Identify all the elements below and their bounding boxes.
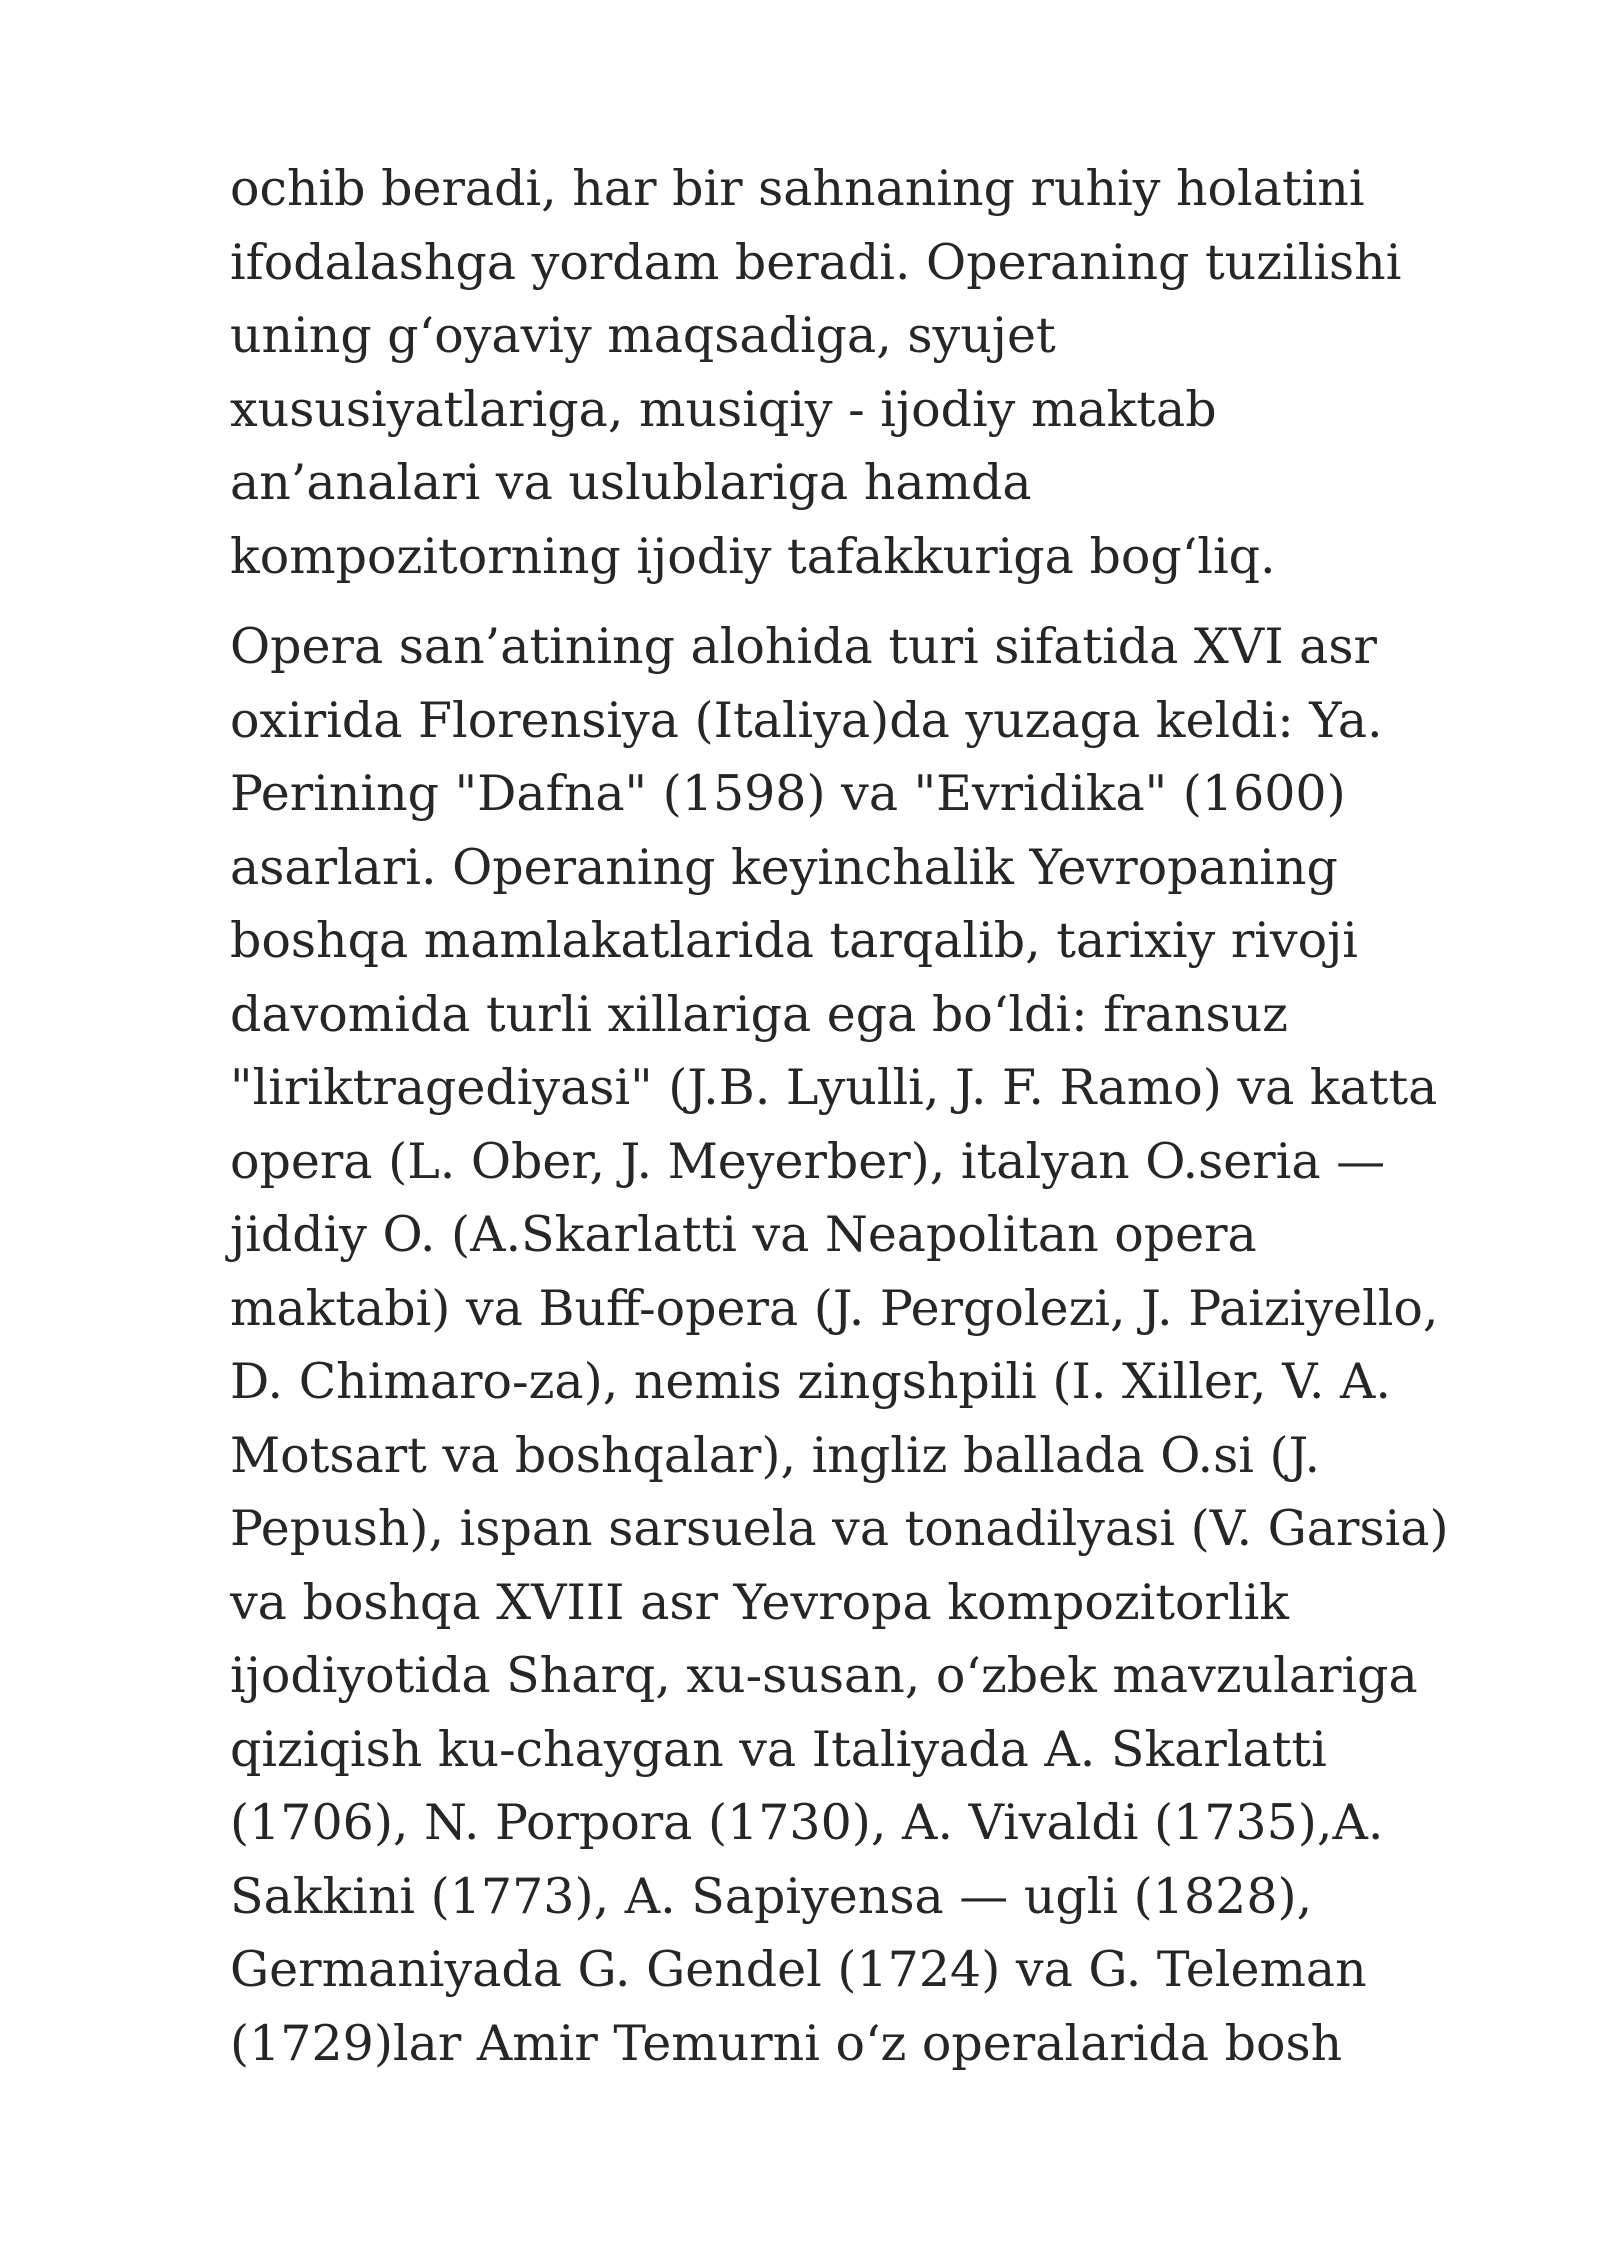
paragraph-line: xususiyatlariga, musiqiy - ijodiy maktab (230, 380, 1217, 438)
paragraph-line: ifodalashga yordam beradi. Operaning tuzilishi (230, 233, 1402, 291)
paragraph-line: boshqa mamlakatlarida tarqalib, tarixiy rivoji (230, 912, 1358, 969)
paragraph-line: Sakkini (1773), A. Sapiyensa — ugli (1828), (230, 1867, 1313, 1925)
paragraph-line: jiddiy O. (A.Skarlatti va Neapolitan opera (230, 1206, 1257, 1263)
paragraph-line: (1729)lar Amir Temurni o‘z operalarida bosh (230, 2014, 1343, 2072)
paragraph-2 (230, 610, 1530, 2080)
paragraph-line: ijodiyotida Sharq, xu-susan, o‘zbek mavzulariga (230, 1647, 1418, 1704)
paragraph-line: Germaniyada G. Gendel (1724) va G. Teleman (230, 1941, 1367, 1998)
paragraph-line: uning g‘oyaviy maqsadiga, syujet (230, 307, 1056, 364)
paragraph-line: Pepush), ispan sarsuela va tonadilyasi (V. Garsia) (230, 1500, 1449, 1557)
paragraph-line: asarlari. Operaning keyinchalik Yevropaning (230, 838, 1338, 896)
paragraph-line: ochib beradi, har bir sahnaning ruhiy holatini (230, 160, 1365, 217)
paragraph-line: opera (L. Ober, J. Meyerber), italyan O.seria — (230, 1132, 1386, 1190)
paragraph-line: davomida turli xillariga ega bo‘ldi: fransuz (230, 985, 1288, 1043)
paragraph-line: "liriktragediyasi" (J.B. Lyulli, J. F. Ramo) va katta (230, 1059, 1438, 1116)
paragraph-1 (230, 152, 1530, 593)
paragraph-line: (1706), N. Porpora (1730), A. Vivaldi (1735),A. (230, 1794, 1384, 1851)
paragraph-line: Perining "Dafna" (1598) va "Evridika" (1600) (230, 765, 1346, 822)
paragraph-line: D. Chimaro-za), nemis zingshpili (I. Xiller, V. A. (230, 1353, 1391, 1410)
paragraph-line: Opera san’atining alohida turi sifatida XVI asr (230, 618, 1377, 675)
paragraph-line: qiziqish ku-chaygan va Italiyada A. Skarlatti (230, 1720, 1327, 1778)
paragraph-line: va boshqa XVIII asr Yevropa kompozitorlik (230, 1573, 1289, 1631)
paragraph-line: an’analari va uslublariga hamda (230, 454, 1032, 511)
paragraph-line: Motsart va boshqalar), ingliz ballada O.si (J. (230, 1426, 1321, 1484)
paragraph-line: oxirida Florensiya (Italiya)da yuzaga keldi: Ya. (230, 691, 1383, 749)
paragraph-line: maktabi) va Buff-opera (J. Pergolezi, J. Paiziyello, (230, 1279, 1439, 1337)
paragraph-line: kompozitorning ijodiy tafakkuriga bog‘liq. (230, 527, 1276, 585)
